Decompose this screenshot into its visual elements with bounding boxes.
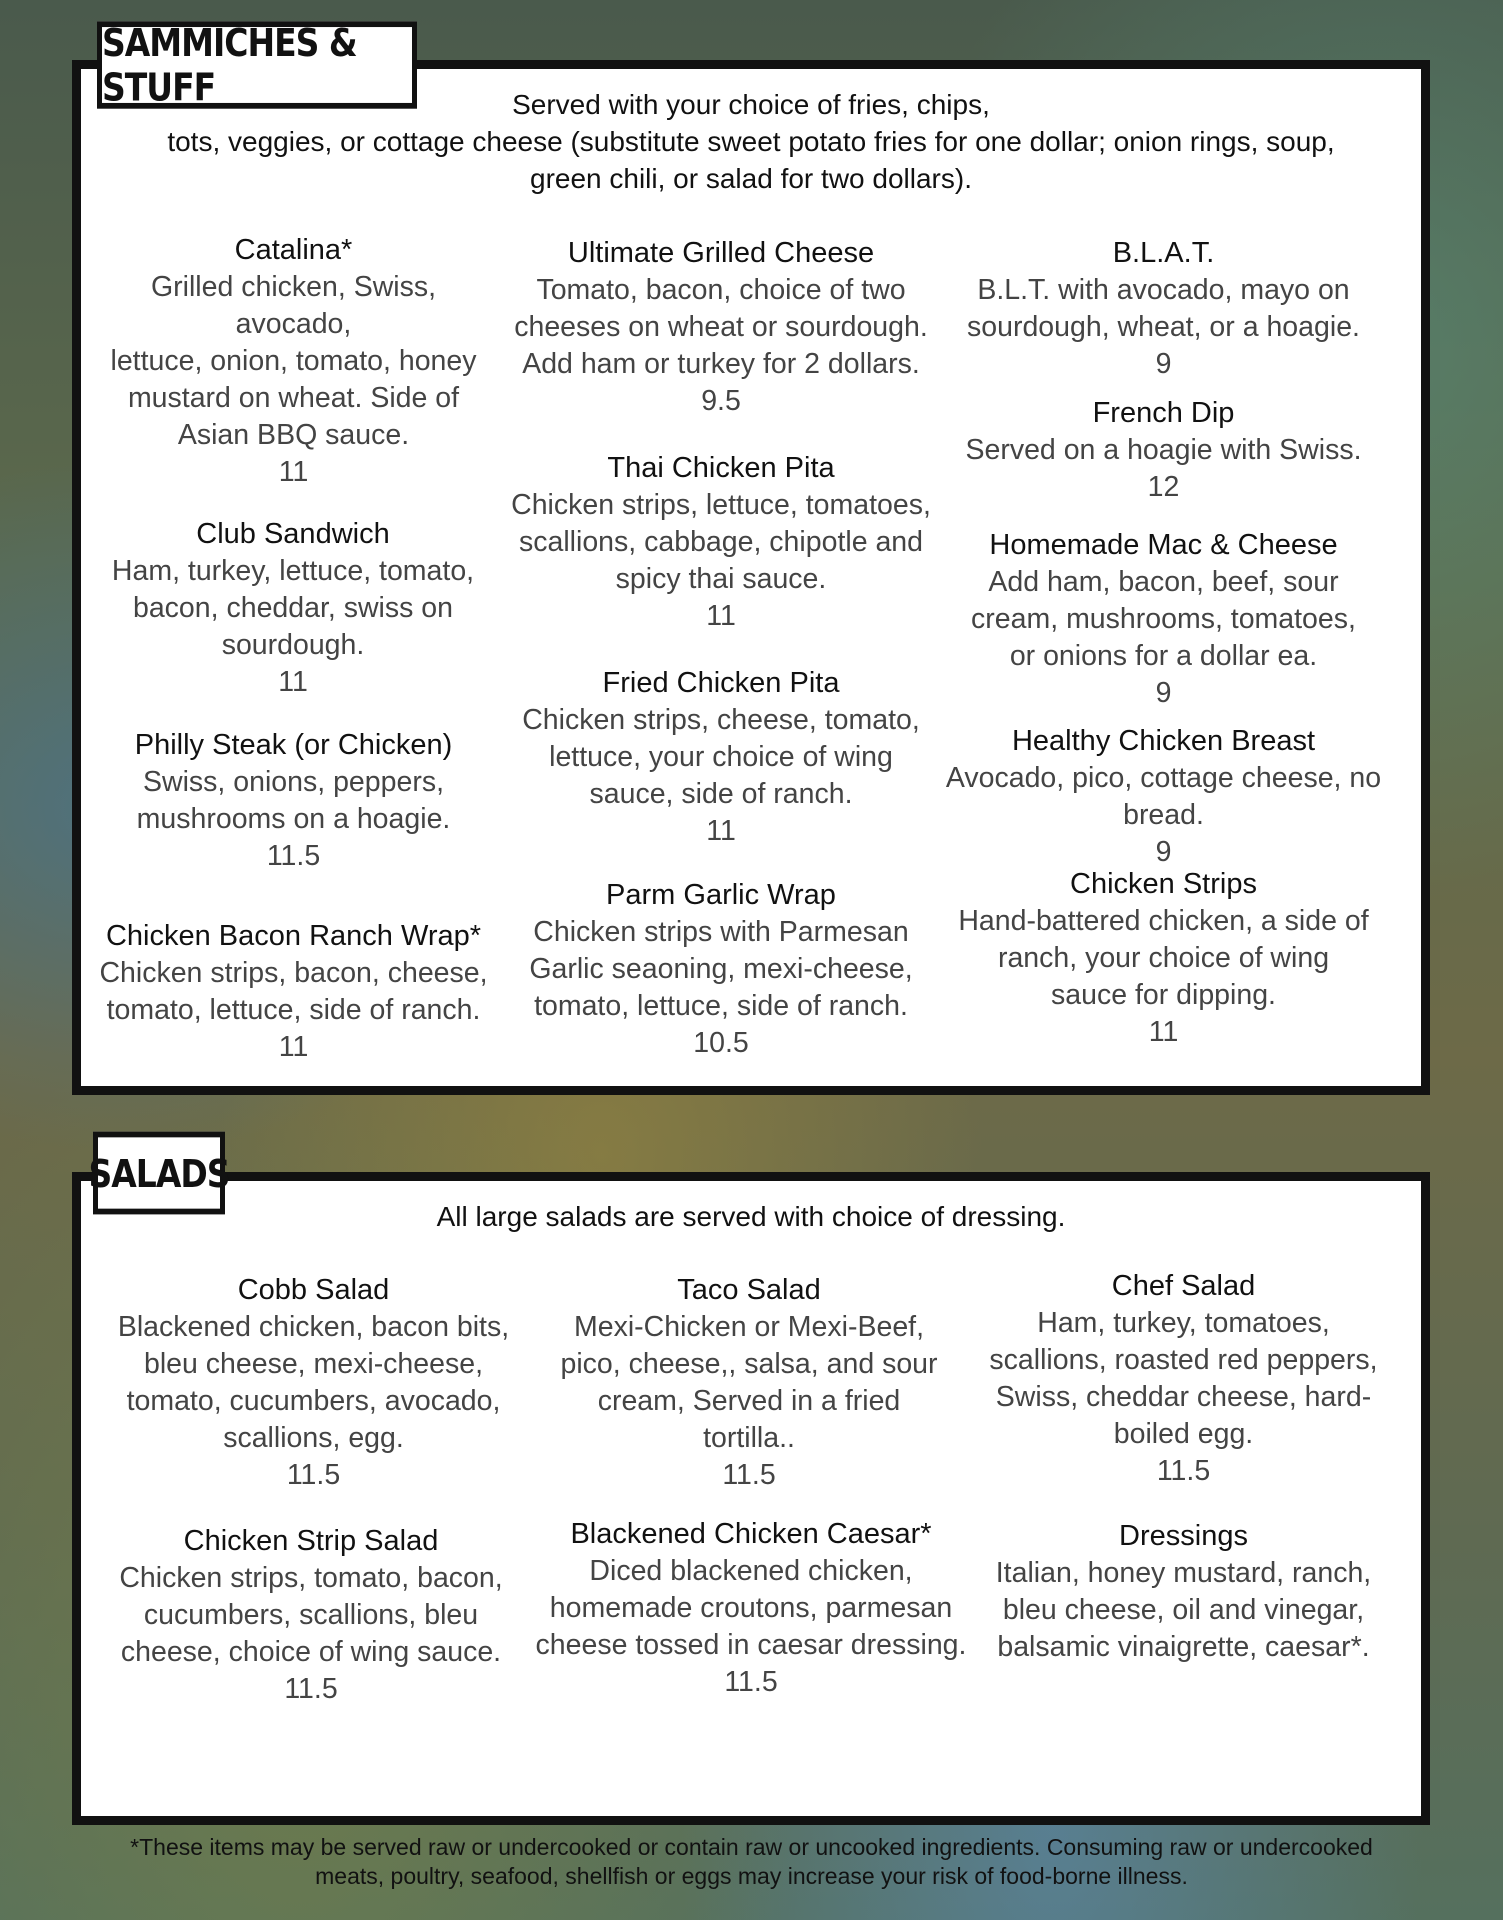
item-price: 9 <box>1155 677 1172 709</box>
item-description: Chicken strips, tomato, bacon, cucumbers, scallions, bleu cheese, choice of wing sauce. <box>119 1562 503 1668</box>
food-safety-disclaimer: *These items may be served raw or undercooked or contain raw or uncooked ingredients. Consuming raw or undercooked meats, poultry, seafood, shellfish or eggs may increase your risk of food-borne illness. <box>130 1834 1373 1889</box>
menu-item-blat <box>966 234 1361 383</box>
item-description: B.L.T. with avocado, mayo on sourdough, wheat, or a hoagie. <box>967 274 1360 343</box>
item-name: Fried Chicken Pita <box>602 667 840 699</box>
item-price: 12 <box>1147 471 1180 503</box>
item-name: Blackened Chicken Caesar* <box>570 1518 932 1550</box>
menu-item-taco-salad <box>559 1271 939 1494</box>
item-price: 11 <box>706 600 736 632</box>
item-description: Avocado, pico, cottage cheese, no bread. <box>945 762 1382 831</box>
item-description: Tomato, bacon, choice of two cheeses on wheat or sourdough. Add ham or turkey for 2 dollars. <box>514 274 928 380</box>
menu-item-chicken-bacon-ranch-wrap <box>91 917 496 1066</box>
menu-item-club-sandwich <box>93 515 493 701</box>
menu-item-chicken-strips <box>956 865 1371 1051</box>
item-price: 11 <box>278 1031 309 1063</box>
menu-item-philly-steak <box>111 726 476 875</box>
menu-item-chicken-strip-salad <box>111 1522 511 1708</box>
item-description: lettuce, onion, tomato, honey mustard on wheat. Side of Asian BBQ sauce. <box>110 345 477 451</box>
item-description: Mexi-Chicken or Mexi-Beef, pico, cheese,, salsa, and sour cream, Served in a fried tortilla.. <box>560 1311 938 1454</box>
item-name: Thai Chicken Pita <box>607 452 835 484</box>
item-price: 9.5 <box>701 385 741 417</box>
item-name: Homemade Mac & Cheese <box>989 529 1338 561</box>
sammiches-intro-line: Served with your choice of fries, chips, <box>512 89 990 120</box>
sammiches-panel <box>72 60 1430 1095</box>
sammiches-intro-line: green chili, or salad for two dollars). <box>530 163 972 194</box>
menu-item-blackened-chicken-caesar <box>531 1515 971 1701</box>
menu-item-homemade-mac-cheese <box>956 526 1371 712</box>
item-price: 11 <box>278 456 309 488</box>
salads-heading: SALADS <box>93 1132 225 1215</box>
item-name: Ultimate Grilled Cheese <box>567 237 875 269</box>
item-name: Taco Salad <box>677 1274 821 1306</box>
sammiches-intro-line: tots, veggies, or cottage cheese (substitute sweet potato fries for one dollar; onion rings, soup, <box>167 126 1335 157</box>
item-description: Served on a hoagie with Swiss. <box>965 434 1362 466</box>
menu-item-thai-chicken-pita <box>506 449 936 635</box>
item-price: 10.5 <box>693 1027 749 1059</box>
menu-item-chef-salad <box>986 1267 1381 1490</box>
item-name: Club Sandwich <box>196 518 390 550</box>
item-price: 11 <box>1148 1016 1179 1048</box>
item-description: Chicken strips, bacon, cheese, tomato, lettuce, side of ranch. <box>99 957 488 1026</box>
item-description: Hand-battered chicken, a side of ranch, your choice of wing sauce for dipping. <box>958 905 1369 1011</box>
item-description: Chicken strips with Parmesan Garlic seaoning, mexi-cheese, tomato, lettuce, side of ranch. <box>529 916 913 1022</box>
menu-item-french-dip <box>961 394 1366 506</box>
item-name: Chicken Bacon Ranch Wrap* <box>105 920 482 952</box>
item-name: Healthy Chicken Breast <box>1011 725 1316 757</box>
item-description: Ham, turkey, lettuce, tomato, bacon, cheddar, swiss on sourdough. <box>111 555 475 661</box>
sammiches-heading: SAMMICHES & STUFF <box>97 21 417 108</box>
menu-item-ultimate-grilled-cheese <box>511 234 931 420</box>
item-description: Blackened chicken, bacon bits, bleu cheese, mexi-cheese, tomato, cucumbers, avocado, scallions, egg. <box>117 1311 510 1454</box>
item-name: Cobb Salad <box>237 1274 390 1306</box>
item-description: Diced blackened chicken, homemade croutons, parmesan cheese tossed in caesar dressing. <box>535 1555 967 1661</box>
item-description: Swiss, onions, peppers, mushrooms on a hoagie. <box>136 766 451 835</box>
menu-item-catalina <box>96 231 491 491</box>
item-name: French Dip <box>1092 397 1235 429</box>
item-description: Ham, turkey, tomatoes, scallions, roasted red peppers, Swiss, cheddar cheese, hard-boiled egg. <box>989 1307 1378 1450</box>
item-price: 11.5 <box>266 840 321 872</box>
menu-item-fried-chicken-pita <box>521 664 921 850</box>
item-price: 11 <box>706 815 736 847</box>
item-price: 11.5 <box>724 1666 778 1698</box>
salads-panel <box>72 1172 1430 1825</box>
salads-intro: All large salads are served with choice of dressing. <box>436 1201 1066 1232</box>
item-name: Chef Salad <box>1111 1270 1256 1302</box>
item-price: 11.5 <box>284 1673 338 1705</box>
item-name: Chicken Strips <box>1070 868 1257 900</box>
item-price: 11.5 <box>1156 1455 1211 1487</box>
item-price: 11.5 <box>286 1459 341 1491</box>
item-name: B.L.A.T. <box>1112 237 1215 269</box>
menu-item-healthy-chicken-breast <box>936 722 1391 871</box>
item-name: Chicken Strip Salad <box>183 1525 439 1557</box>
item-price: 11 <box>278 666 308 698</box>
item-description: Italian, honey mustard, ranch, bleu cheese, oil and vinegar, balsamic vinaigrette, caesar*. <box>995 1557 1372 1663</box>
item-name: Philly Steak (or Chicken) <box>134 729 453 761</box>
item-name: Parm Garlic Wrap <box>606 879 836 911</box>
menu-item-dressings <box>991 1517 1376 1666</box>
menu-item-cobb-salad <box>111 1271 516 1494</box>
item-description: Add ham, bacon, beef, sour cream, mushrooms, tomatoes, or onions for a dollar ea. <box>971 566 1356 672</box>
item-name: Catalina* <box>234 234 353 266</box>
item-description: Chicken strips, lettuce, tomatoes, scallions, cabbage, chipotle and spicy thai sauce. <box>511 489 931 595</box>
item-price: 11.5 <box>722 1459 776 1491</box>
menu-item-parm-garlic-wrap <box>521 876 921 1062</box>
item-description: Chicken strips, cheese, tomato, lettuce, your choice of wing sauce, side of ranch. <box>522 704 920 810</box>
item-price: 9 <box>1155 836 1172 868</box>
item-price: 9 <box>1155 348 1172 380</box>
item-description: Grilled chicken, Swiss, avocado, <box>150 271 437 340</box>
item-name: Dressings <box>1119 1520 1248 1552</box>
